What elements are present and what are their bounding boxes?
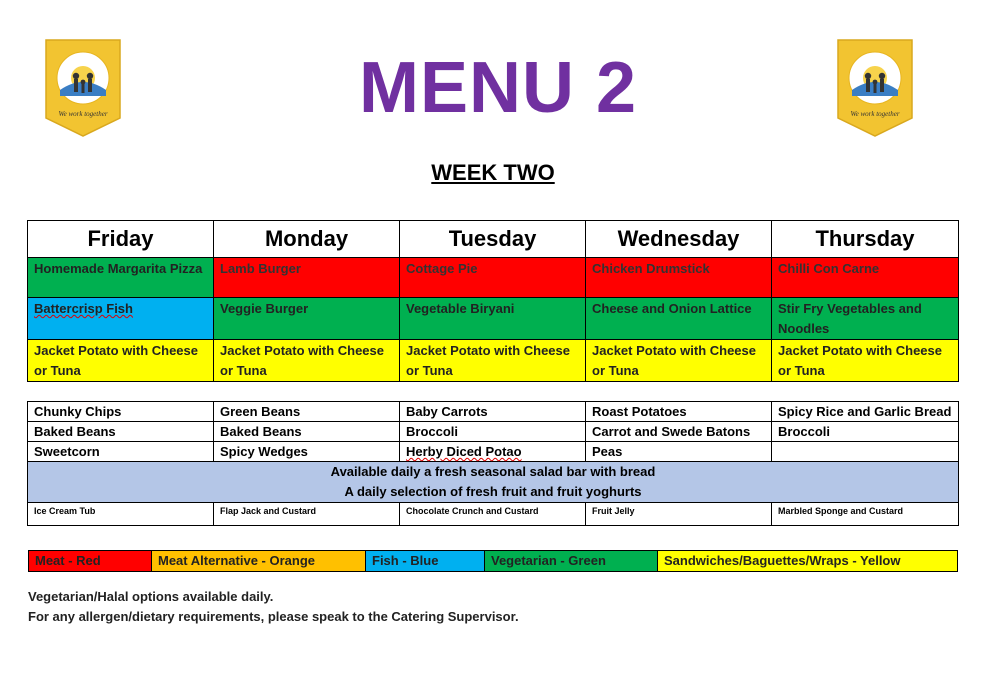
color-legend	[28, 550, 958, 572]
logo-motto-right: We work together	[850, 110, 900, 118]
dish-cell: Lamb Burger	[214, 258, 400, 298]
side-cell: Baked Beans	[28, 422, 214, 442]
dish-cell: Cheese and Onion Lattice	[586, 298, 772, 340]
legend-vegetarian: Vegetarian - Green	[485, 551, 658, 572]
daily-offer-cell	[28, 462, 959, 503]
page-title: MENU 2	[358, 48, 638, 128]
side-cell	[772, 442, 959, 462]
side-cell: Sweetcorn	[28, 442, 214, 462]
dessert-cell: Ice Cream Tub	[28, 503, 214, 526]
legend-fish: Fish - Blue	[366, 551, 485, 572]
main-row-2	[28, 298, 959, 340]
dish-text: Battercrisp Fish	[34, 301, 133, 316]
day-friday: Friday	[28, 221, 214, 258]
day-wednesday: Wednesday	[586, 221, 772, 258]
side-cell: Broccoli	[400, 422, 586, 442]
side-cell: Spicy Wedges	[214, 442, 400, 462]
dish-cell: Jacket Potato with Cheese or Tuna	[400, 340, 586, 382]
side-cell: Broccoli	[772, 422, 959, 442]
side-cell	[400, 442, 586, 462]
logo-motto-left: We work together	[58, 110, 108, 118]
dish-cell: Jacket Potato with Cheese or Tuna	[28, 340, 214, 382]
dish-cell: Homemade Margarita Pizza	[28, 258, 214, 298]
dish-cell: Veggie Burger	[214, 298, 400, 340]
day-tuesday: Tuesday	[400, 221, 586, 258]
side-cell: Green Beans	[214, 402, 400, 422]
legend-meat-alternative: Meat Alternative - Orange	[152, 551, 366, 572]
dish-cell: Jacket Potato with Cheese or Tuna	[586, 340, 772, 382]
dish-cell: Vegetable Biryani	[400, 298, 586, 340]
side-cell: Baked Beans	[214, 422, 400, 442]
dish-cell: Chicken Drumstick	[586, 258, 772, 298]
side-cell: Chunky Chips	[28, 402, 214, 422]
dish-cell: Stir Fry Vegetables and Noodles	[772, 298, 959, 340]
daily-offer-line-2: A daily selection of fresh fruit and fruit yoghurts	[344, 484, 642, 499]
dessert-cell: Flap Jack and Custard	[214, 503, 400, 526]
dish-cell	[28, 298, 214, 340]
dish-cell: Jacket Potato with Cheese or Tuna	[214, 340, 400, 382]
side-cell: Baby Carrots	[400, 402, 586, 422]
dessert-cell: Chocolate Crunch and Custard	[400, 503, 586, 526]
sides-row-3	[28, 442, 959, 462]
legend-meat: Meat - Red	[29, 551, 152, 572]
dish-cell: Jacket Potato with Cheese or Tuna	[772, 340, 959, 382]
sides-row-1	[28, 402, 959, 422]
legend-sandwiches: Sandwiches/Baguettes/Wraps - Yellow	[658, 551, 958, 572]
sides-table	[27, 401, 959, 526]
note-vegetarian: Vegetarian/Halal options available daily.	[28, 589, 274, 604]
main-row-1	[28, 258, 959, 298]
note-allergen: For any allergen/dietary requirements, please speak to the Catering Supervisor.	[28, 609, 519, 624]
side-cell: Carrot and Swede Batons	[586, 422, 772, 442]
dessert-row	[28, 503, 959, 526]
side-cell: Spicy Rice and Garlic Bread	[772, 402, 959, 422]
main-menu-table	[27, 220, 959, 382]
day-thursday: Thursday	[772, 221, 959, 258]
daily-offer-row	[28, 462, 959, 503]
footer-notes	[28, 587, 519, 627]
dessert-cell: Fruit Jelly	[586, 503, 772, 526]
sides-row-2	[28, 422, 959, 442]
side-cell: Roast Potatoes	[586, 402, 772, 422]
dish-cell: Cottage Pie	[400, 258, 586, 298]
side-text: Herby Diced Potao	[406, 444, 522, 459]
main-row-3	[28, 340, 959, 382]
week-subtitle: WEEK TWO	[431, 160, 555, 185]
dessert-cell: Marbled Sponge and Custard	[772, 503, 959, 526]
day-header-row	[28, 221, 959, 258]
side-cell: Peas	[586, 442, 772, 462]
day-monday: Monday	[214, 221, 400, 258]
daily-offer-line-1: Available daily a fresh seasonal salad bar with bread	[330, 464, 656, 479]
dish-cell: Chilli Con Carne	[772, 258, 959, 298]
